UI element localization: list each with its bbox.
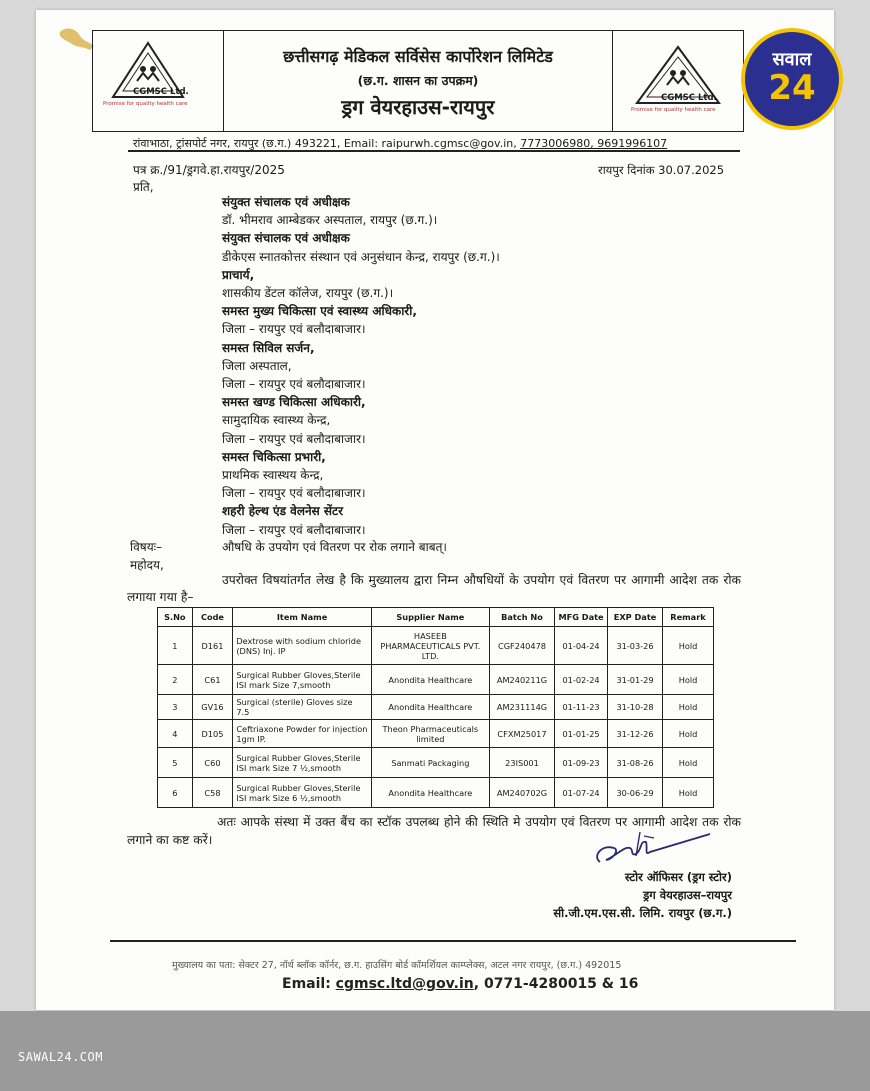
table-cell: 31-08-26	[608, 748, 663, 778]
table-cell: Hold	[663, 748, 714, 778]
letterhead	[92, 30, 744, 132]
cgmsc-logo-right	[612, 31, 743, 131]
body-paragraph-1: उपरोक्त विषयांतर्गत लेख है कि मुख्यालय द्वारा निम्न औषधियों के उपयोग एवं वितरण पर आगामी आदेश तक रोक लगाया गया है–	[127, 573, 741, 604]
table-cell: C60	[192, 748, 233, 778]
footer-rule	[110, 940, 796, 942]
subject-text: औषधि के उपयोग एवं वितरण पर रोक लगाने बाबत्।	[222, 540, 447, 554]
table-cell: 31-01-29	[608, 665, 663, 695]
logo-tagline: Promise for quality health care	[631, 107, 716, 113]
recipient-line: सामुदायिक स्वास्थ्य केन्द्र,	[222, 413, 331, 428]
table-cell: Anondita Healthcare	[371, 665, 489, 695]
column-header: Remark	[663, 608, 714, 627]
footer-address: मुख्यालय का पता: सेक्टर 27, नॉर्थ ब्लॉक कॉर्नर, छ.ग. हाउसिंग बोर्ड कॉमर्शियल काम्प्लेक्स, अटल नगर रायपुर, (छ.ग.) 492015	[172, 960, 622, 971]
table-cell: 1	[158, 627, 193, 665]
table-cell: Hold	[663, 627, 714, 665]
table-cell: 3	[158, 695, 193, 720]
table-cell: GV16	[192, 695, 233, 720]
site-watermark: SAWAL24.COM	[18, 1050, 103, 1064]
table-row	[158, 627, 714, 665]
signatory-org: सी.जी.एम.एस.सी. लिमि. रायपुर (छ.ग.)	[553, 906, 732, 920]
recipient-title: संयुक्त संचालक एवं अधीक्षक	[222, 231, 350, 246]
header-rule	[128, 150, 740, 152]
recipient-line: शासकीय डेंटल कॉलेज, रायपुर (छ.ग.)।	[222, 286, 394, 301]
table-row	[158, 778, 714, 808]
signature-block	[553, 868, 732, 922]
recipient-line: प्राथमिक स्वास्थय केन्द्र,	[222, 468, 324, 483]
recipient-line: जिला – रायपुर एवं बलौदाबाजार।	[222, 522, 366, 537]
table-cell: 30-06-29	[608, 778, 663, 808]
cgmsc-logo-left	[93, 31, 224, 131]
table-cell: 01-09-23	[555, 748, 608, 778]
table-cell: Sanmati Packaging	[371, 748, 489, 778]
table-cell: 01-01-25	[555, 720, 608, 748]
logo-text: CGMSC Ltd.	[133, 87, 189, 97]
address-text: रांवाभाठा, ट्रांसपोर्ट नगर, रायपुर (छ.ग.) 493221, Email: raipurwh.cgmsc@gov.in,	[133, 137, 517, 150]
reference-number: पत्र क्र./91/ड्रगवे.हा.रायपुर/2025	[133, 163, 285, 177]
footer-phone: , 0771-4280015 & 16	[473, 976, 639, 992]
table-cell: AM240211G	[489, 665, 554, 695]
to-label: प्रति,	[133, 180, 154, 194]
recipient-line: जिला – रायपुर एवं बलौदाबाजार।	[222, 486, 366, 501]
badge-word: सवाल	[772, 49, 812, 70]
salutation: महोदय,	[130, 558, 164, 572]
drug-hold-table	[157, 607, 714, 808]
org-subtitle: (छ.ग. शासन का उपक्रम)	[357, 73, 479, 88]
table-row	[158, 695, 714, 720]
subject-label: विषयः–	[130, 540, 163, 554]
table-cell: 6	[158, 778, 193, 808]
table-header-row	[158, 608, 714, 627]
table-row	[158, 720, 714, 748]
table-cell: 2	[158, 665, 193, 695]
table-cell: Surgical Rubber Gloves,Sterile ISI mark Size 7,smooth	[233, 665, 371, 695]
table-cell: D161	[192, 627, 233, 665]
table-cell: Hold	[663, 778, 714, 808]
table-cell: 31-12-26	[608, 720, 663, 748]
table-cell: C58	[192, 778, 233, 808]
recipient-line: डॉ. भीमराव आम्बेडकर अस्पताल, रायपुर (छ.ग.)।	[222, 213, 438, 228]
table-cell: 23IS001	[489, 748, 554, 778]
table-cell: Hold	[663, 695, 714, 720]
bottom-band	[0, 1011, 870, 1091]
table-cell: Anondita Healthcare	[371, 778, 489, 808]
letter-date: रायपुर दिनांक 30.07.2025	[598, 163, 725, 177]
footer-contact	[282, 976, 638, 992]
signatory-office: ड्रग वेयरहाउस–रायपुर	[643, 888, 732, 902]
table-cell: D105	[192, 720, 233, 748]
table-cell: 5	[158, 748, 193, 778]
recipient-line: जिला – रायपुर एवं बलौदाबाजार।	[222, 322, 366, 337]
column-header: Supplier Name	[371, 608, 489, 627]
table-cell: Theon Pharmaceuticals limited	[371, 720, 489, 748]
logo-text: CGMSC Ltd.	[661, 93, 717, 103]
table-row	[158, 748, 714, 778]
table-cell: Dextrose with sodium chloride (DNS) Inj. IP	[233, 627, 371, 665]
recipient-list	[222, 193, 500, 539]
body-paragraph-2: अतः आपके संस्था में उक्त बैंच का स्टॉक उपलब्ध होने की स्थिति मे उपयोग एवं वितरण पर आगामी आदेश तक रोक लगाने का कष्ट करें।	[127, 815, 741, 847]
column-header: MFG Date	[555, 608, 608, 627]
recipient-title: संयुक्त संचालक एवं अधीक्षक	[222, 195, 350, 209]
phone-numbers: 7773006980, 9691996107	[520, 137, 668, 150]
table-cell: HASEEB PHARMACEUTICALS PVT. LTD.	[371, 627, 489, 665]
logo-tagline: Promise for quality health care	[103, 101, 188, 107]
table-cell: Hold	[663, 720, 714, 748]
recipient-title: समस्त सिविल सर्जन,	[222, 340, 315, 355]
org-name: छत्तीसगढ़ मेडिकल सर्विसेस कार्पोरेशन लिमिटेड	[283, 47, 553, 66]
table-cell: 01-07-24	[555, 778, 608, 808]
paper-stain	[56, 24, 96, 54]
column-header: EXP Date	[608, 608, 663, 627]
table-cell: 01-04-24	[555, 627, 608, 665]
table-cell: C61	[192, 665, 233, 695]
table-cell: Ceftriaxone Powder for injection 1gm IP.	[233, 720, 371, 748]
column-header: Batch No	[489, 608, 554, 627]
signatory-title: स्टोर ऑफिसर (ड्रग स्टोर)	[624, 870, 732, 884]
recipient-line: जिला – रायपुर एवं बलौदाबाजार।	[222, 431, 366, 446]
column-header: S.No	[158, 608, 193, 627]
table-cell: AM240702G	[489, 778, 554, 808]
table-cell: 01-02-24	[555, 665, 608, 695]
badge-number: 24	[768, 68, 816, 108]
table-cell: CGF240478	[489, 627, 554, 665]
table-cell: 31-10-28	[608, 695, 663, 720]
table-cell: Hold	[663, 665, 714, 695]
footer-email-label: Email:	[282, 976, 336, 992]
footer-email[interactable]: cgmsc.ltd@gov.in	[335, 976, 474, 992]
table-cell: AM231114G	[489, 695, 554, 720]
table-cell: Surgical Rubber Gloves,Sterile ISI mark Size 6 ½,smooth	[233, 778, 371, 808]
recipient-title: समस्त खण्ड चिकित्सा अधिकारी,	[222, 395, 366, 410]
table-cell: Surgical (sterile) Gloves size 7.5	[233, 695, 371, 720]
table-cell: 31-03-26	[608, 627, 663, 665]
column-header: Item Name	[233, 608, 371, 627]
recipient-line: जिला – रायपुर एवं बलौदाबाजार।	[222, 377, 366, 392]
recipient-title: प्राचार्य,	[222, 267, 255, 282]
column-header: Code	[192, 608, 233, 627]
table-cell: Anondita Healthcare	[371, 695, 489, 720]
table-cell: 01-11-23	[555, 695, 608, 720]
recipient-line: जिला अस्पताल,	[222, 358, 292, 373]
recipient-title: समस्त मुख्य चिकित्सा एवं स्वास्थ्य अधिकारी,	[222, 304, 417, 319]
recipient-line: डीकेएस स्नातकोत्तर संस्थान एवं अनुसंधान केन्द्र, रायपुर (छ.ग.)।	[222, 249, 500, 264]
table-row	[158, 665, 714, 695]
table-cell: 4	[158, 720, 193, 748]
address-line	[133, 136, 667, 151]
sawal24-badge-logo	[741, 28, 843, 130]
recipient-title: समस्त चिकित्सा प्रभारी,	[222, 449, 326, 464]
table-cell: Surgical Rubber Gloves,Sterile ISI mark Size 7 ½,smooth	[233, 748, 371, 778]
unit-name: ड्रग वेयरहाउस-रायपुर	[341, 95, 495, 119]
recipient-title: शहरी हेल्थ एंड वेलनेस सेंटर	[222, 504, 344, 519]
table-cell: CFXM25017	[489, 720, 554, 748]
